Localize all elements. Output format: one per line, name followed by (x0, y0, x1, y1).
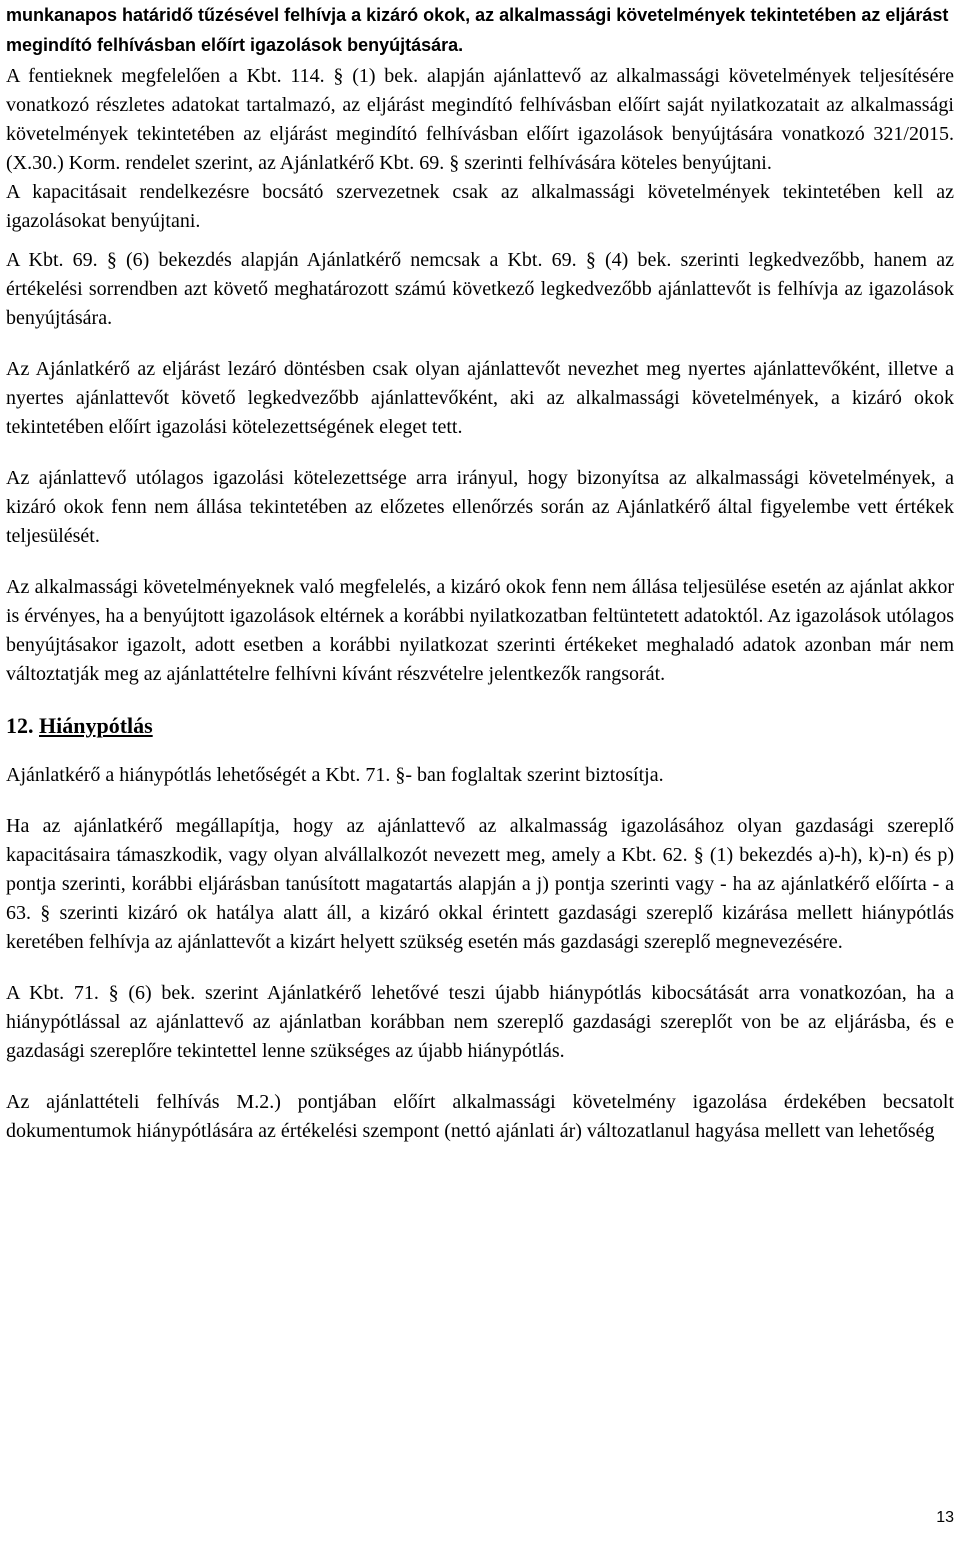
paragraph-kbt-69: A Kbt. 69. § (6) bekezdés alapján Ajánlatkérő nemcsak a Kbt. 69. § (4) bek. szerinti legkedvezőbb, hanem az értékelési sorrendben azt követő meghatározott számú következő legkedvezőbb ajánlattevőt is felhívja az igazolások benyújtására. (6, 249, 954, 329)
page-number: 13 (936, 1509, 954, 1526)
section-heading (6, 711, 954, 741)
paragraph-kbt-71: A Kbt. 71. § (6) bek. szerint Ajánlatkérő lehetővé teszi újabb hiánypótlás kibocsátását arra vonatkozóan, ha a hiánypótlással az ajánlattevő az ajánlatban korábban nem szereplő gazdasági szereplőt von be az eljárásba, és e gazdasági szereplőre tekintettel lenne szükséges az újabb hiánypótlás. (6, 982, 954, 1062)
paragraph-winner: Az Ajánlatkérő az eljárást lezáró döntésben csak olyan ajánlattevőt nevezhet meg nyertes ajánlattevőként, illetve a nyertes ajánlattevőt követő legkedvezőbb ajánlattevőként, aki az alkalmassági követelmények, a kizáró okok tekintetében előírt igazolási kötelezettségének eleget tett. (6, 358, 954, 438)
paragraph-kbt-114: A fentieknek megfelelően a Kbt. 114. § (1) bek. alapján ajánlattevő az alkalmassági követelmények teljesítésére vonatkozó részletes adatokat tartalmazó, az eljárást megindító felhívásban előírt saját nyilatkozatait az alkalmassági követelmények tekintetében az eljárást megindító felhívásban előírt igazolások benyújtására vonatkozó 321/2015. (X.30.) Korm. rendelet szerint, az Ajánlatkérő Kbt. 69. § szerinti felhívására köteles benyújtani. (6, 65, 954, 174)
section-title: Hiánypótlás (39, 713, 153, 738)
paragraph-hianypotlas-basis: Ajánlatkérő a hiánypótlás lehetőségét a Kbt. 71. §- ban foglaltak szerint biztosítja. (6, 764, 664, 786)
paragraph-m2: Az ajánlattételi felhívás M.2.) pontjában előírt alkalmassági követelmény igazolása érdekében becsatolt dokumentumok hiánypótlására az értékelési szempont (nettó ajánlati ár) változatlanul hagyása mellett van lehetőség (6, 1091, 954, 1142)
paragraph-subsequent-proof: Az ajánlattevő utólagos igazolási kötelezettsége arra irányul, hogy bizonyítsa az alkalmassági követelmények, a kizáró okok fenn nem állása tekintetében az előzetes ellenőrzés során az Ajánlatkérő által figyelembe vett értékek teljesülését. (6, 467, 954, 547)
intro-bold-text: munkanapos határidő tűzésével felhívja a kizáró okok, az alkalmassági követelmények tekintetében az eljárást megindító felhívásban előírt igazolások benyújtására. (6, 5, 949, 55)
paragraph-capacity: A kapacitásait rendelkezésre bocsátó szervezetnek csak az alkalmassági követelmények tekintetében kell az igazolásokat benyújtani. (6, 181, 954, 232)
section-number: 12. (6, 713, 34, 738)
document-page (6, 0, 954, 1146)
paragraph-exclusion: Ha az ajánlatkérő megállapítja, hogy az ajánlattevő az alkalmasság igazolásához olyan gazdasági szereplő kapacitásaira támaszkodik, vagy olyan alvállalkozót nevezett meg, amely a Kbt. 62. § (1) bekezdés a)-h), k)-n) és p) pontja szerinti, korábbi eljárásban tanúsított magatartás alapján a j) pontja szerinti vagy - ha az ajánlatkérő előírta - a 63. § szerinti kizáró ok hatálya alatt áll, a kizáró okkal érintett gazdasági szereplő kizárása mellett hiánypótlás keretében felhívja az ajánlattevőt a kizárt helyett szükség esetén más gazdasági szereplő megnevezésére. (6, 815, 954, 953)
paragraph-compliance: Az alkalmassági követelményeknek való megfelelés, a kizáró okok fenn nem állása teljesülése esetén az ajánlat akkor is érvényes, ha a benyújtott igazolások eltérnek a korábbi nyilatkozatban feltüntetett adatoktól. Az igazolások utólagos benyújtásakor igazolt, adott esetben a korábbi nyilatkozat szerinti értékeket meghaladó adatok azonban már nem változtatják meg az ajánlattételre felhívni kívánt részvételre jelentkezők rangsorát. (6, 576, 954, 685)
